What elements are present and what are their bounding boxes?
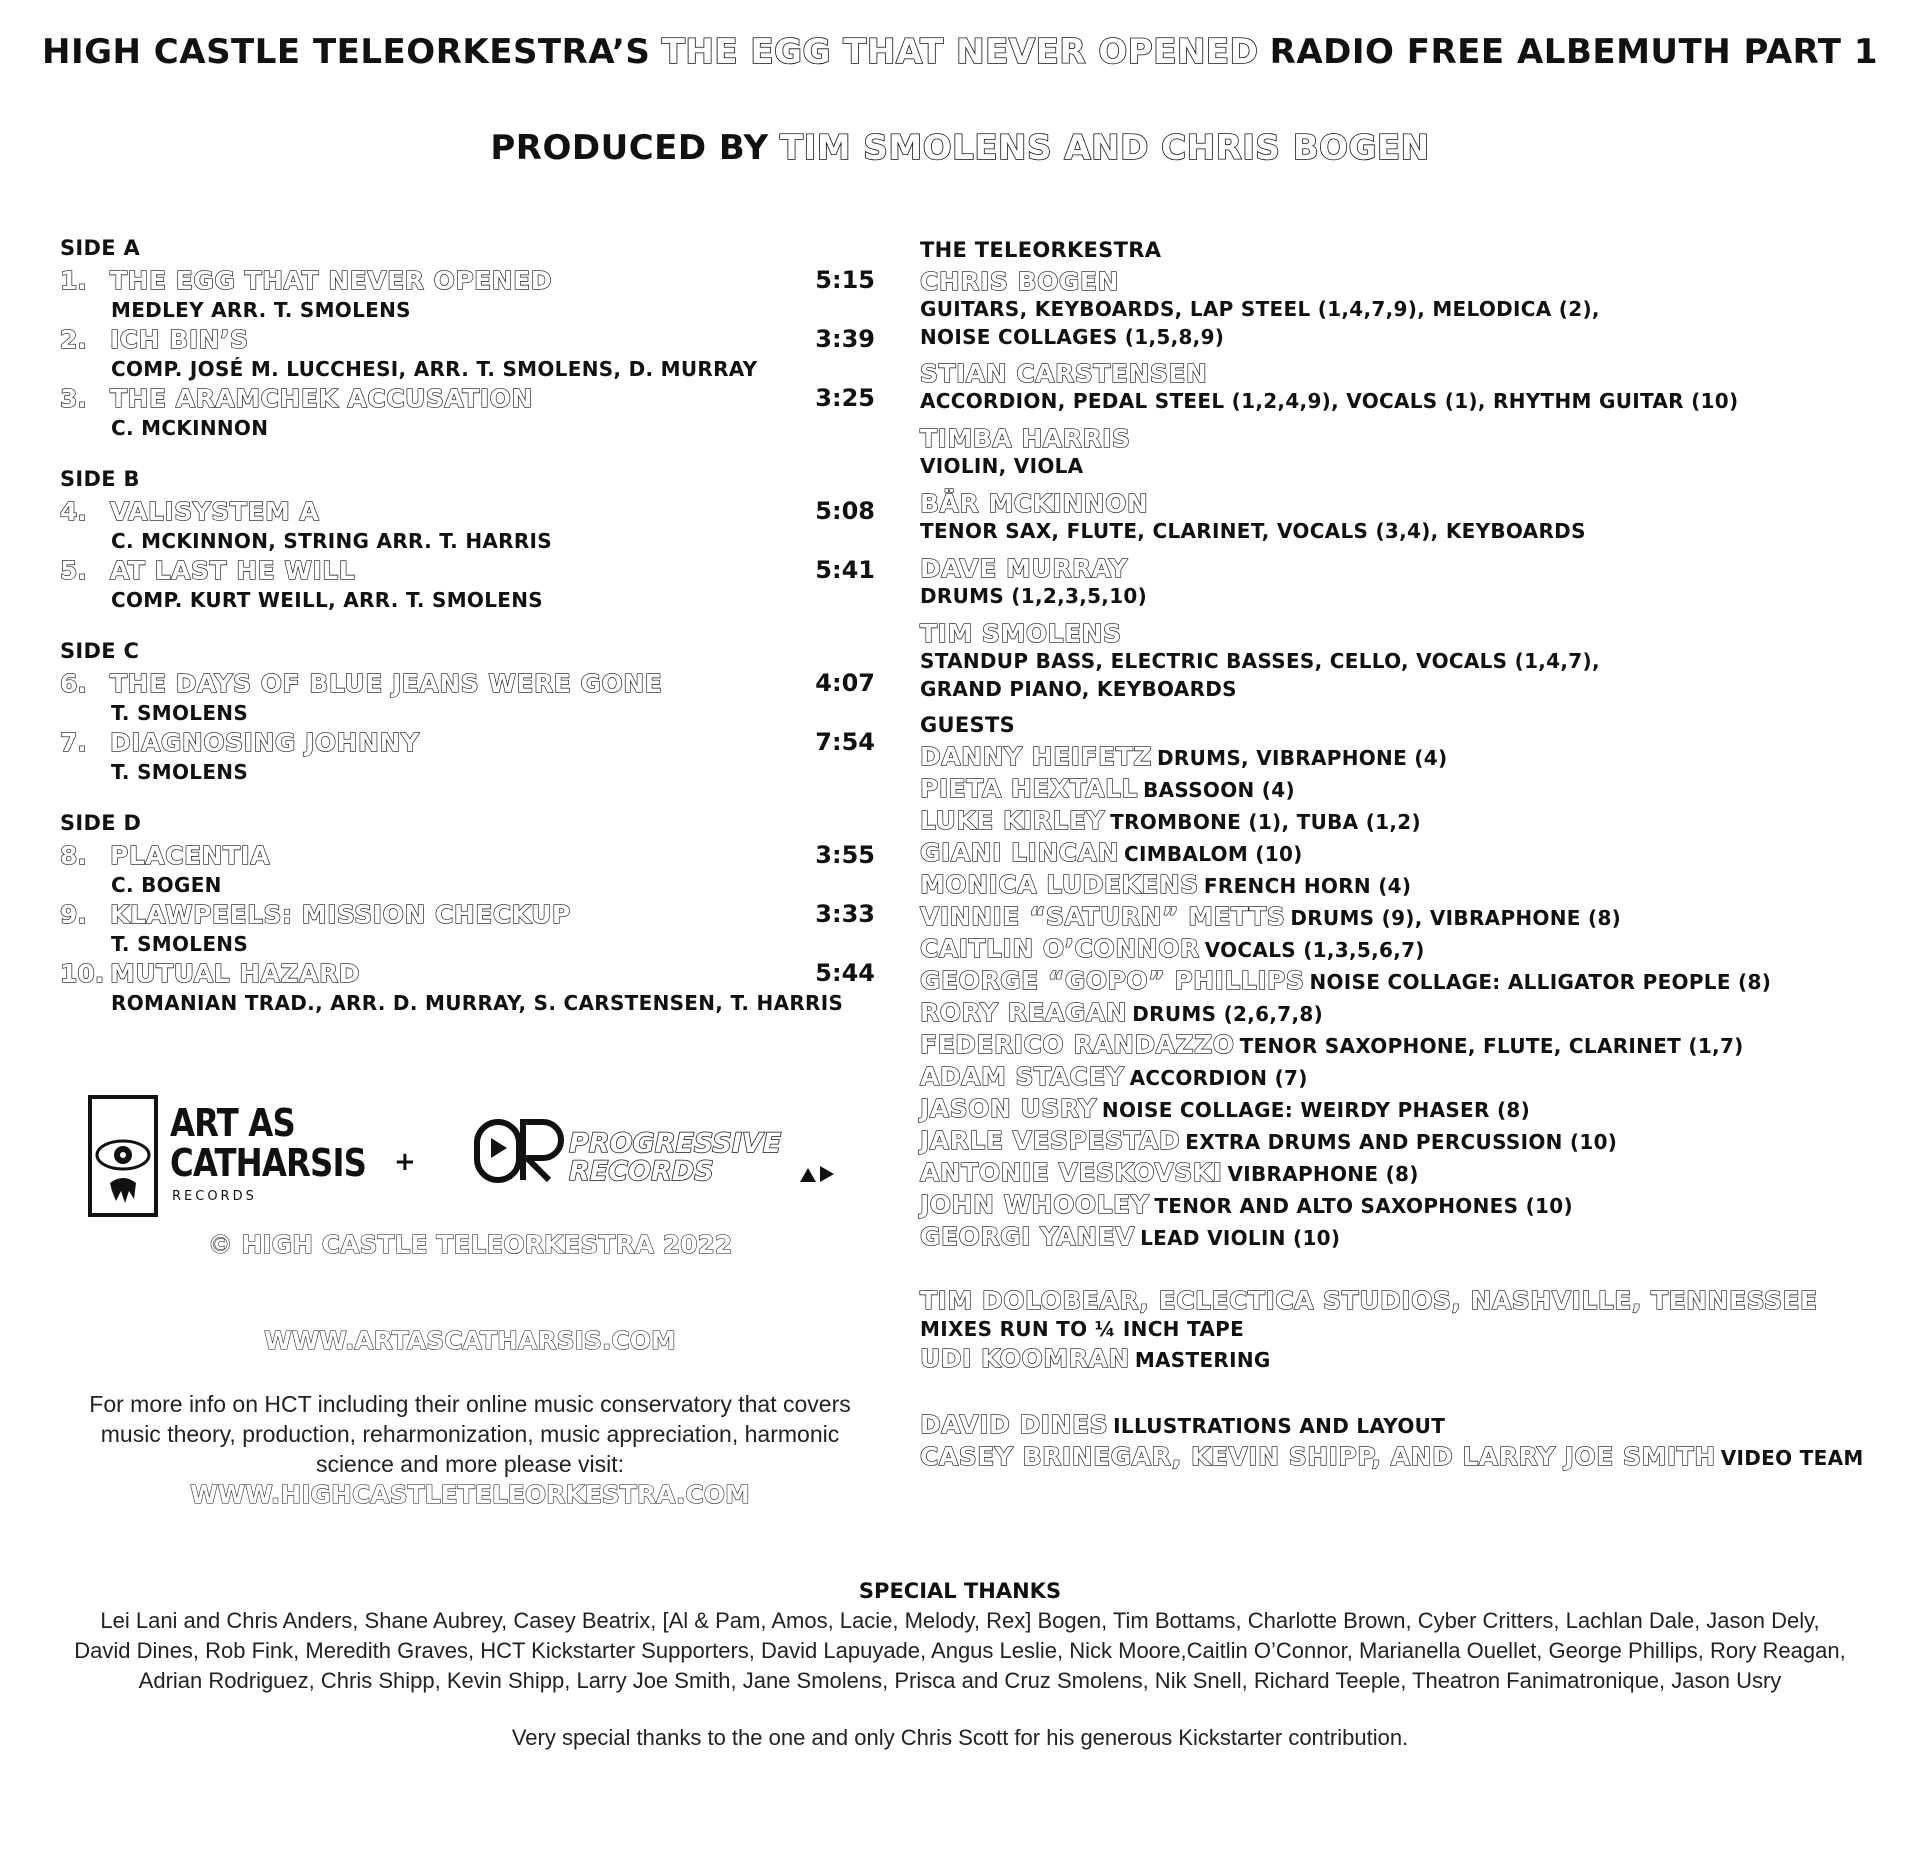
guest-role: NOISE COLLAGE: WEIRDY PHASER (8) <box>1101 1098 1531 1122</box>
track-title: PLACENTIA <box>110 841 271 870</box>
side-b-heading: SIDE B <box>60 467 140 491</box>
track-duration: 3:55 <box>815 841 875 869</box>
teleorkestra-heading: THE TELEORKESTRA <box>920 238 1162 262</box>
prog-line2: RECORDS <box>569 1156 714 1187</box>
guest-entry <box>920 1062 1308 1091</box>
member-name: CHRIS BOGEN <box>920 267 1119 296</box>
guest-role: VIBRAPHONE (8) <box>1227 1162 1419 1186</box>
guest-name: ANTONIE VESKOVSKI <box>920 1158 1223 1187</box>
track-number: 8. <box>60 841 87 870</box>
member-name: TIM SMOLENS <box>920 619 1122 648</box>
track-credit: ROMANIAN TRAD., ARR. D. MURRAY, S. CARSTENSEN, T. HARRIS <box>111 991 844 1015</box>
mastering-entry <box>920 1344 1271 1373</box>
info-line: For more info on HCT including their online music conservatory that covers <box>89 1391 851 1417</box>
hct-website: WWW.HIGHCASTLETELEORKESTRA.COM <box>190 1480 750 1509</box>
guest-name: GEORGE “GOPO” PHILLIPS <box>920 966 1305 995</box>
guest-role: TENOR AND ALTO SAXOPHONES (10) <box>1154 1194 1573 1218</box>
video-entry <box>920 1442 1864 1471</box>
guest-entry <box>920 1158 1419 1187</box>
track-title: DIAGNOSING JOHNNY <box>110 728 420 757</box>
artist-role: ILLUSTRATIONS AND LAYOUT <box>1113 1414 1446 1438</box>
track-credit: T. SMOLENS <box>111 701 249 725</box>
artist-name: DAVID DINES <box>920 1410 1109 1439</box>
track-title: VALISYSTEM A <box>110 497 320 526</box>
guest-role: EXTRA DRUMS AND PERCUSSION (10) <box>1185 1130 1618 1154</box>
special-thanks-heading: SPECIAL THANKS <box>858 1579 1062 1603</box>
guest-role: FRENCH HORN (4) <box>1203 874 1412 898</box>
track-number: 4. <box>60 497 87 526</box>
guest-entry <box>920 1094 1530 1123</box>
track-duration: 5:41 <box>815 556 875 584</box>
guest-entry <box>920 934 1425 963</box>
track-duration: 5:08 <box>815 497 875 525</box>
side-a-heading: SIDE A <box>60 236 141 260</box>
member-name: TIMBA HARRIS <box>920 424 1131 453</box>
member-name: BÄR MCKINNON <box>920 489 1149 518</box>
mix-role: MIXES RUN TO ¼ INCH TAPE <box>920 1317 1245 1341</box>
guest-entry <box>920 774 1295 803</box>
guest-name: JARLE VESPESTAD <box>920 1126 1181 1155</box>
track-number: 7. <box>60 728 87 757</box>
track-credit: C. MCKINNON <box>111 416 269 440</box>
track-duration: 7:54 <box>815 728 875 756</box>
album-subtitle: RADIO FREE ALBEMUTH PART 1 <box>1269 32 1878 72</box>
member-role: TENOR SAX, FLUTE, CLARINET, VOCALS (3,4), KEYBOARDS <box>920 519 1586 543</box>
album-name: THE EGG THAT NEVER OPENED <box>661 32 1259 72</box>
guest-name: PIETA HEXTALL <box>920 774 1138 803</box>
track-credit: T. SMOLENS <box>111 932 249 956</box>
member-role: ACCORDION, PEDAL STEEL (1,2,4,9), VOCALS (1), RHYTHM GUITAR (10) <box>920 389 1739 413</box>
mix-engineer: TIM DOLOBEAR, ECLECTICA STUDIOS, NASHVILLE, TENNESSEE <box>920 1286 1818 1315</box>
video-team-role: VIDEO TEAM <box>1720 1446 1864 1470</box>
track-duration: 5:15 <box>815 266 875 294</box>
band-name: HIGH CASTLE TELEORKESTRA’S <box>42 32 651 72</box>
track-number: 10. <box>60 959 105 988</box>
info-line: music theory, production, reharmonization, music appreciation, harmonic <box>100 1421 840 1447</box>
guest-role: BASSOON (4) <box>1143 778 1295 802</box>
guest-role: CIMBALOM (10) <box>1123 842 1303 866</box>
guest-entry <box>920 966 1771 995</box>
label-website: WWW.ARTASCATHARSIS.COM <box>264 1326 676 1355</box>
thanks-line: Adrian Rodriguez, Chris Shipp, Kevin Shipp, Larry Joe Smith, Jane Smolens, Prisca and Cruz Smolens, Nik Snell, Richard Teeple, Theatron Fanimatronique, Jason Usry <box>138 1668 1782 1693</box>
thanks-line: David Dines, Rob Fink, Meredith Graves, HCT Kickstarter Supporters, David Lapuyade, Angus Leslie, Nick Moore,Caitlin O’Connor, Marianella Ouellet, George Phillips, Rory Reagan, <box>74 1638 1846 1663</box>
track-number: 1. <box>60 266 87 295</box>
member-role: NOISE COLLAGES (1,5,8,9) <box>920 325 1225 349</box>
track-number: 5. <box>60 556 87 585</box>
guest-role: DRUMS, VIBRAPHONE (4) <box>1156 746 1448 770</box>
track-credit: T. SMOLENS <box>111 760 249 784</box>
guest-role: NOISE COLLAGE: ALLIGATOR PEOPLE (8) <box>1309 970 1772 994</box>
guest-entry <box>920 1190 1573 1219</box>
guest-name: JASON USRY <box>920 1094 1097 1123</box>
guest-name: ADAM STACEY <box>920 1062 1125 1091</box>
track-duration: 3:33 <box>815 900 875 928</box>
prog-line1: PROGRESSIVE <box>569 1128 782 1159</box>
track-title: MUTUAL HAZARD <box>110 959 360 988</box>
side-d-heading: SIDE D <box>60 811 142 835</box>
member-name: STIAN CARSTENSEN <box>920 359 1208 388</box>
track-title: AT LAST HE WILL <box>110 556 356 585</box>
guest-name: VINNIE “SATURN” METTS <box>920 902 1286 931</box>
guest-role: VOCALS (1,3,5,6,7) <box>1204 938 1425 962</box>
guest-role: TENOR SAXOPHONE, FLUTE, CLARINET (1,7) <box>1239 1034 1744 1058</box>
aac-line3: RECORDS <box>172 1189 257 1204</box>
play-icon <box>798 1164 838 1184</box>
guest-role: DRUMS (2,6,7,8) <box>1132 1002 1324 1026</box>
track-duration: 4:07 <box>815 669 875 697</box>
aac-line2: CATHARSIS <box>170 1141 367 1185</box>
track-title: ICH BIN’S <box>110 325 249 354</box>
guest-entry <box>920 806 1421 835</box>
guest-entry <box>920 742 1447 771</box>
track-title: KLAWPEELS: MISSION CHECKUP <box>110 900 571 929</box>
art-as-catharsis-logo <box>88 1095 367 1217</box>
guest-entry <box>920 1030 1744 1059</box>
very-special-thanks: Very special thanks to the one and only Chris Scott for his generous Kickstarter contribution. <box>511 1725 1409 1750</box>
pr-monogram-icon <box>473 1118 569 1188</box>
guest-name: FEDERICO RANDAZZO <box>920 1030 1235 1059</box>
guest-name: RORY REAGAN <box>920 998 1128 1027</box>
progressive-records-logo <box>473 1118 853 1188</box>
eye-emblem-icon <box>88 1095 158 1217</box>
track-title: THE DAYS OF BLUE JEANS WERE GONE <box>110 669 663 698</box>
guest-name: MONICA LUDEKENS <box>920 870 1199 899</box>
member-role: STANDUP BASS, ELECTRIC BASSES, CELLO, VOCALS (1,4,7), <box>920 649 1600 673</box>
guest-entry <box>920 902 1621 931</box>
mastering-role: MASTERING <box>1134 1348 1271 1372</box>
guest-name: GEORGI YANEV <box>920 1222 1136 1251</box>
member-role: VIOLIN, VIOLA <box>920 454 1084 478</box>
track-title: THE ARAMCHEK ACCUSATION <box>110 384 533 413</box>
track-duration: 3:25 <box>815 384 875 412</box>
track-number: 3. <box>60 384 87 413</box>
guest-role: ACCORDION (7) <box>1129 1066 1308 1090</box>
guest-role: TROMBONE (1), TUBA (1,2) <box>1110 810 1421 834</box>
video-team-names: CASEY BRINEGAR, KEVIN SHIPP, AND LARRY JOE SMITH <box>920 1442 1716 1471</box>
track-credit: COMP. JOSÉ M. LUCCHESI, ARR. T. SMOLENS, D. MURRAY <box>111 357 758 381</box>
track-number: 2. <box>60 325 87 354</box>
aac-line1: ART AS <box>170 1101 295 1145</box>
guest-role: LEAD VIOLIN (10) <box>1140 1226 1341 1250</box>
copyright-text: © HIGH CASTLE TELEORKESTRA 2022 <box>207 1230 733 1259</box>
guest-role: DRUMS (9), VIBRAPHONE (8) <box>1290 906 1622 930</box>
member-role: GUITARS, KEYBOARDS, LAP STEEL (1,4,7,9), MELODICA (2), <box>920 297 1600 321</box>
special-thanks-body <box>30 1606 1890 1696</box>
guest-entry <box>920 870 1411 899</box>
track-title: THE EGG THAT NEVER OPENED <box>110 266 553 295</box>
track-duration: 5:44 <box>815 959 875 987</box>
producer-names: TIM SMOLENS AND CHRIS BOGEN <box>779 128 1430 168</box>
side-c-heading: SIDE C <box>60 639 140 663</box>
track-credit: C. MCKINNON, STRING ARR. T. HARRIS <box>111 529 552 553</box>
track-duration: 3:39 <box>815 325 875 353</box>
personnel-column <box>920 0 1900 1500</box>
produced-by-label: PRODUCED BY <box>490 128 769 168</box>
plus-sign: + <box>394 1147 416 1177</box>
guest-entry <box>920 998 1323 1027</box>
guest-entry <box>920 1126 1617 1155</box>
thanks-line: Lei Lani and Chris Anders, Shane Aubrey, Casey Beatrix, [Al & Pam, Amos, Lacie, Melody, Rex] Bogen, Tim Bottams, Charlotte Brown, Cyber Critters, Lachlan Dale, Jason Dely, <box>100 1608 1820 1633</box>
track-number: 6. <box>60 669 87 698</box>
member-role: DRUMS (1,2,3,5,10) <box>920 584 1148 608</box>
track-credit: COMP. KURT WEILL, ARR. T. SMOLENS <box>111 588 543 612</box>
guest-entry <box>920 1222 1340 1251</box>
guests-heading: GUESTS <box>920 713 1016 737</box>
track-number: 9. <box>60 900 87 929</box>
member-role: GRAND PIANO, KEYBOARDS <box>920 677 1237 701</box>
track-credit: MEDLEY ARR. T. SMOLENS <box>111 298 411 322</box>
guest-name: GIANI LINCAN <box>920 838 1119 867</box>
member-name: DAVE MURRAY <box>920 554 1128 583</box>
info-paragraph <box>60 1389 880 1479</box>
art-entry <box>920 1410 1445 1439</box>
info-line: science and more please visit: <box>315 1451 625 1477</box>
guest-name: LUKE KIRLEY <box>920 806 1106 835</box>
guest-entry <box>920 838 1303 867</box>
mastering-engineer: UDI KOOMRAN <box>920 1344 1130 1373</box>
guest-name: CAITLIN O’CONNOR <box>920 934 1200 963</box>
guest-name: DANNY HEIFETZ <box>920 742 1152 771</box>
track-credit: C. BOGEN <box>111 873 222 897</box>
guest-name: JOHN WHOOLEY <box>920 1190 1150 1219</box>
